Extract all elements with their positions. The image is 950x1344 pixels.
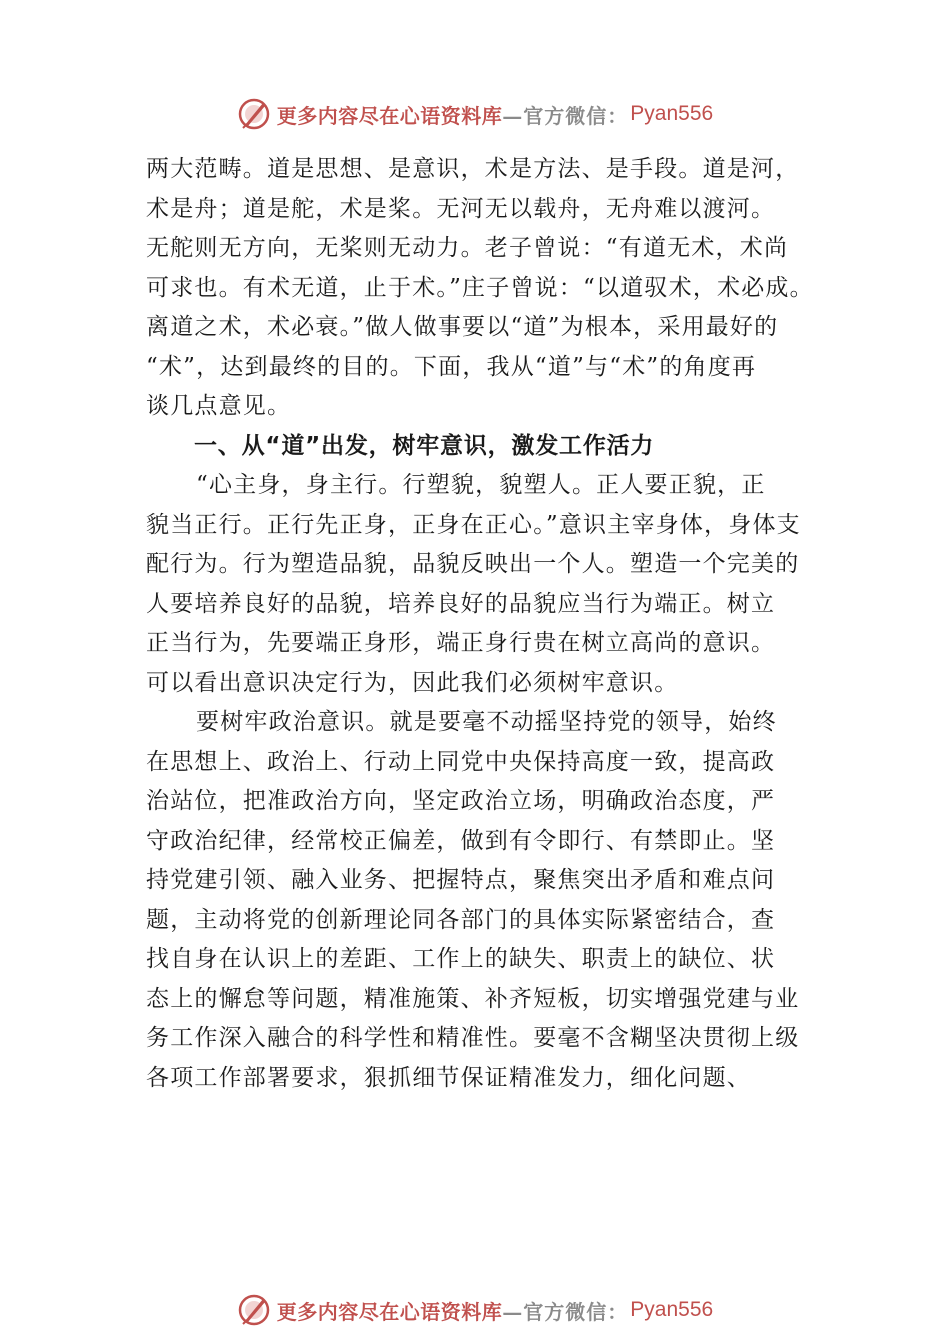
paragraph-line: 守政治纪律，经常校正偏差，做到有令即行、有禁即止。坚 — [146, 827, 776, 854]
quill-seal-icon — [237, 97, 271, 131]
paragraph-line: 态上的懈怠等问题，精准施策、补齐短板，切实增强党建与业 — [146, 985, 800, 1012]
paragraph-line: 可以看出意识决定行为，因此我们必须树牢意识。 — [146, 669, 679, 696]
paragraph-line: 术是舟；道是舵，术是桨。无河无以载舟，无舟难以渡河。 — [146, 195, 776, 222]
watermark-wechat-id: Pyan556 — [630, 102, 714, 125]
paragraph-line: 貌当正行。正行先正身，正身在正心。”意识主宰身体，身体支 — [146, 511, 801, 538]
watermark-wechat-id: Pyan556 — [630, 1298, 714, 1321]
watermark-wechat-label: —官方微信： — [502, 1299, 629, 1324]
watermark-banner-top — [0, 94, 950, 134]
document-body — [146, 150, 826, 1098]
watermark-wechat-label: —官方微信： — [502, 103, 629, 128]
paragraph-line: 务工作深入融合的科学性和精准性。要毫不含糊坚决贯彻上级 — [146, 1025, 800, 1051]
watermark-library-text: 更多内容尽在心语资料库 — [276, 1299, 503, 1324]
paragraph-line: 找自身在认识上的差距、工作上的缺失、职责上的缺位、状 — [146, 946, 776, 972]
paragraph-line: 配行为。行为塑造品貌，品貌反映出一个人。塑造一个完美的 — [146, 551, 800, 577]
paragraph-line: 在思想上、政治上、行动上同党中央保持高度一致，提高政 — [146, 748, 776, 775]
paragraph-line: 两大范畴。道是思想、是意识，术是方法、是手段。道是河， — [146, 156, 800, 182]
paragraph-line: 各项工作部署要求，狠抓细节保证精准发力，细化问题、 — [146, 1064, 751, 1091]
paragraph-line: 人要培养良好的品貌，培养良好的品貌应当行为端正。树立 — [146, 590, 776, 617]
paragraph-line: 持党建引领、融入业务、把握特点，聚焦突出矛盾和难点问 — [146, 867, 776, 893]
paragraph-line: “心主身，身主行。行塑貌，貌塑人。正人要正貌，正 — [196, 472, 766, 498]
watermark-library-text: 更多内容尽在心语资料库 — [276, 103, 503, 128]
paragraph-line: 无舵则无方向，无桨则无动力。老子曾说：“有道无术，术尚 — [146, 235, 789, 261]
paragraph-line: 谈几点意见。 — [146, 393, 292, 419]
watermark-banner-bottom — [0, 1290, 950, 1330]
paragraph-line: 治站位，把准政治方向，坚定政治立场，明确政治态度，严 — [146, 788, 776, 814]
quill-seal-icon — [237, 1293, 271, 1327]
paragraph-line: “术”，达到最终的目的。下面，我从“道”与“术”的角度再 — [146, 353, 757, 380]
paragraph-line: 离道之术，术必衰。”做人做事要以“道”为根本，采用最好的 — [146, 314, 779, 340]
paragraph-line: 可求也。有术无道，止于术。”庄子曾说：“以道驭术，术必成。 — [146, 274, 814, 301]
section-heading: 一、从“道”出发，树牢意识，激发工作活力 — [194, 432, 655, 459]
paragraph-line: 正当行为，先要端正身形，端正身行贵在树立高尚的意识。 — [146, 630, 776, 656]
paragraph-line: 题，主动将党的创新理论同各部门的具体实际紧密结合，查 — [146, 906, 776, 933]
paragraph-line: 要树牢政治意识。就是要毫不动摇坚持党的领导，始终 — [196, 709, 777, 735]
